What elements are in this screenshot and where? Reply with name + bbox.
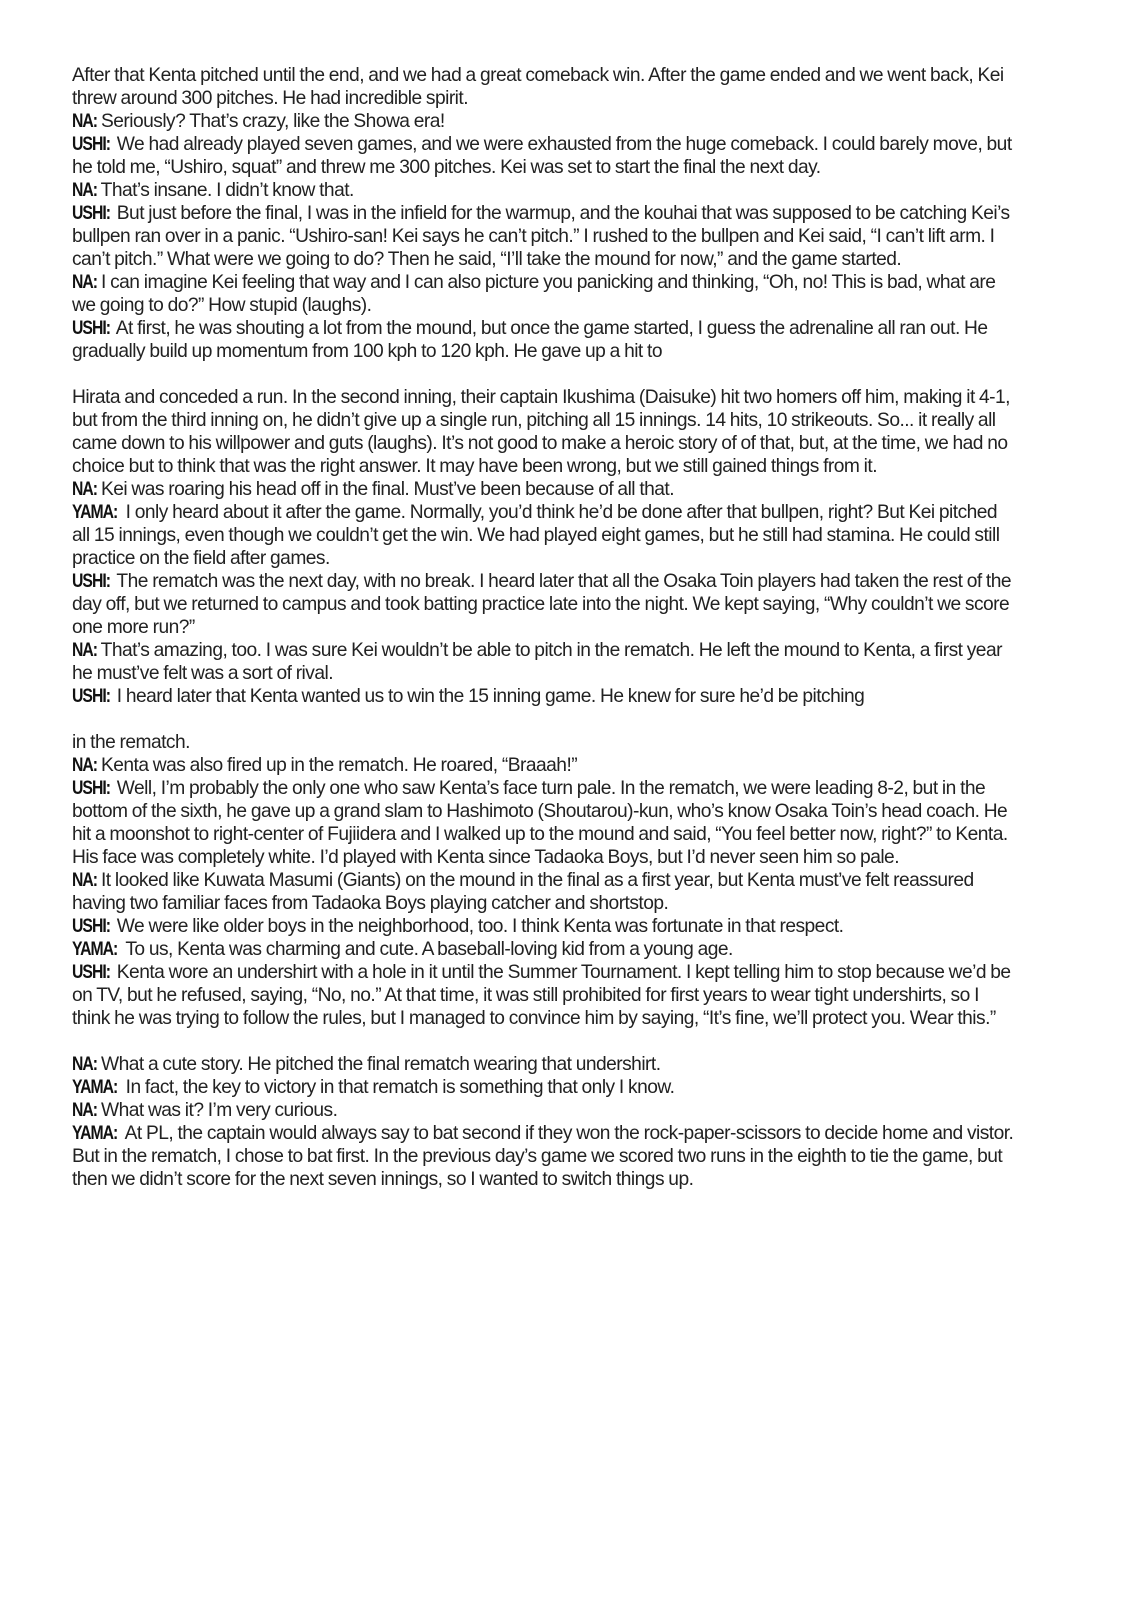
page-break-gap xyxy=(72,363,1018,386)
page-break-gap xyxy=(72,708,1018,731)
speaker-label: USHI: xyxy=(72,777,111,799)
paragraph xyxy=(72,731,1018,754)
dialogue-line xyxy=(72,777,1018,869)
page-break-gap xyxy=(72,1030,1018,1053)
dialogue-line xyxy=(72,110,1018,133)
dialogue-line xyxy=(72,961,1018,1030)
speaker-label: YAMA: xyxy=(72,1122,118,1144)
paragraph-text: After that Kenta pitched until the end, and we had a great comeback win. After the game ended and we went back, Kei threw around 300 pitches. He had incredible spirit. xyxy=(72,64,1004,109)
speaker-label: NA: xyxy=(72,754,98,776)
speaker-label: NA: xyxy=(72,179,98,201)
dialogue-text: Kenta wore an undershirt with a hole in it until the Summer Tournament. I kept telling him to stop because we’d be on TV, but he refused, saying, “No, no.” At that time, it was still prohibited for first years to wear tight undershirts, so I think he was trying to follow the rules, but I managed to convince him by saying, “It’s fine, we’ll protect you. Wear this.” xyxy=(72,961,1011,1029)
speaker-label: NA: xyxy=(72,110,98,132)
dialogue-text: We were like older boys in the neighborhood, too. I think Kenta was fortunate in that respect. xyxy=(116,915,844,937)
dialogue-text: What was it? I’m very curious. xyxy=(100,1099,338,1121)
dialogue-text: I only heard about it after the game. Normally, you’d think he’d be done after that bullpen, right? But Kei pitched all 15 innings, even though we couldn’t get the win. We had played eight games, but he still had stamina. He could still practice on the field after games. xyxy=(72,501,1000,569)
speaker-label: USHI: xyxy=(72,202,111,224)
dialogue-line xyxy=(72,1099,1018,1122)
speaker-label: USHI: xyxy=(72,133,111,155)
dialogue-text: That’s amazing, too. I was sure Kei wouldn’t be able to pitch in the rematch. He left the mound to Kenta, a first year he must’ve felt was a sort of rival. xyxy=(72,639,1002,684)
dialogue-line xyxy=(72,478,1018,501)
paragraph-text: in the rematch. xyxy=(72,731,190,753)
speaker-label: USHI: xyxy=(72,570,111,592)
interview-transcript xyxy=(72,64,1018,1191)
dialogue-text: What a cute story. He pitched the final rematch wearing that undershirt. xyxy=(100,1053,661,1075)
dialogue-line xyxy=(72,915,1018,938)
speaker-label: NA: xyxy=(72,271,98,293)
speaker-label: NA: xyxy=(72,478,98,500)
speaker-label: YAMA: xyxy=(72,501,118,523)
dialogue-text: We had already played seven games, and we were exhausted from the huge comeback. I could barely move, but he told me, “Ushiro, squat” and threw me 300 pitches. Kei was set to start the final the next day. xyxy=(72,133,1012,178)
speaker-label: YAMA: xyxy=(72,1076,118,1098)
dialogue-line xyxy=(72,202,1018,271)
dialogue-text: In fact, the key to victory in that rematch is something that only I know. xyxy=(125,1076,675,1098)
dialogue-line xyxy=(72,639,1018,685)
dialogue-line xyxy=(72,179,1018,202)
dialogue-text: That’s insane. I didn’t know that. xyxy=(100,179,354,201)
speaker-label: NA: xyxy=(72,639,98,661)
dialogue-line xyxy=(72,754,1018,777)
dialogue-text: It looked like Kuwata Masumi (Giants) on the mound in the final as a first year, but Kenta must’ve felt reassured having two familiar faces from Tadaoka Boys playing catcher and shortstop. xyxy=(72,869,974,914)
speaker-label: USHI: xyxy=(72,685,111,707)
dialogue-text: I heard later that Kenta wanted us to win the 15 inning game. He knew for sure he’d be pitching xyxy=(116,685,865,707)
speaker-label: USHI: xyxy=(72,317,111,339)
dialogue-line xyxy=(72,501,1018,570)
paragraph xyxy=(72,64,1018,110)
speaker-label: YAMA: xyxy=(72,938,118,960)
dialogue-text: At PL, the captain would always say to bat second if they won the rock-paper-scissors to decide home and vistor. But in the rematch, I chose to bat first. In the previous day’s game we scored two runs in the eighth to tie the game, but then we didn’t score for the next seven innings, so I wanted to switch things up. xyxy=(72,1122,1014,1190)
dialogue-line xyxy=(72,570,1018,639)
paragraph-text: Hirata and conceded a run. In the second inning, their captain Ikushima (Daisuke) hit two homers off him, making it 4-1, but from the third inning on, he didn’t give up a single run, pitching all 15 innings. 14 hits, 10 strikeouts. So... it really all came down to his willpower and guts (laughs). It’s not good to make a heroic story of of that, but, at the time, we had no choice but to think that was the right answer. It may have been wrong, but we still gained things from it. xyxy=(72,386,1010,477)
dialogue-text: But just before the final, I was in the infield for the warmup, and the kouhai that was supposed to be catching Kei’s bullpen ran over in a panic. “Ushiro-san! Kei says he can’t pitch.” I rushed to the bullpen and Kei said, “I can’t lift arm. I can’t pitch.” What were we going to do? Then he said, “I’ll take the mound for now,” and the game started. xyxy=(72,202,1010,270)
dialogue-line xyxy=(72,271,1018,317)
dialogue-text: The rematch was the next day, with no break. I heard later that all the Osaka Toin players had taken the rest of the day off, but we returned to campus and took batting practice late into the night. We kept saying, “Why couldn’t we score one more run?” xyxy=(72,570,1012,638)
dialogue-line xyxy=(72,133,1018,179)
dialogue-line xyxy=(72,317,1018,363)
dialogue-text: I can imagine Kei feeling that way and I can also picture you panicking and thinking, “Oh, no! This is bad, what are we going to do?” How stupid (laughs). xyxy=(72,271,996,316)
speaker-label: USHI: xyxy=(72,961,111,983)
dialogue-line xyxy=(72,1053,1018,1076)
dialogue-text: To us, Kenta was charming and cute. A baseball-loving kid from a young age. xyxy=(125,938,733,960)
dialogue-text: Kei was roaring his head off in the final. Must’ve been because of all that. xyxy=(100,478,675,500)
dialogue-text: Well, I’m probably the only one who saw Kenta’s face turn pale. In the rematch, we were leading 8-2, but in the bottom of the sixth, he gave up a grand slam to Hashimoto (Shoutarou)-kun, who’s know Osaka Toin’s head coach. He hit a moonshot to right-center of Fujiidera and I walked up to the mound and said, “You feel better now, right?” to Kenta. His face was completely white. I’d played with Kenta since Tadaoka Boys, but I’d never seen him so pale. xyxy=(72,777,1008,868)
speaker-label: NA: xyxy=(72,869,98,891)
dialogue-text: Seriously? That’s crazy, like the Showa era! xyxy=(100,110,445,132)
dialogue-line xyxy=(72,1122,1018,1191)
dialogue-text: At first, he was shouting a lot from the mound, but once the game started, I guess the adrenaline all ran out. He gradually build up momentum from 100 kph to 120 kph. He gave up a hit to xyxy=(72,317,988,362)
dialogue-line xyxy=(72,869,1018,915)
paragraph xyxy=(72,386,1018,478)
dialogue-line xyxy=(72,685,1018,708)
dialogue-line xyxy=(72,1076,1018,1099)
speaker-label: USHI: xyxy=(72,915,111,937)
dialogue-line xyxy=(72,938,1018,961)
speaker-label: NA: xyxy=(72,1053,98,1075)
dialogue-text: Kenta was also fired up in the rematch. He roared, “Braaah!” xyxy=(100,754,578,776)
speaker-label: NA: xyxy=(72,1099,98,1121)
